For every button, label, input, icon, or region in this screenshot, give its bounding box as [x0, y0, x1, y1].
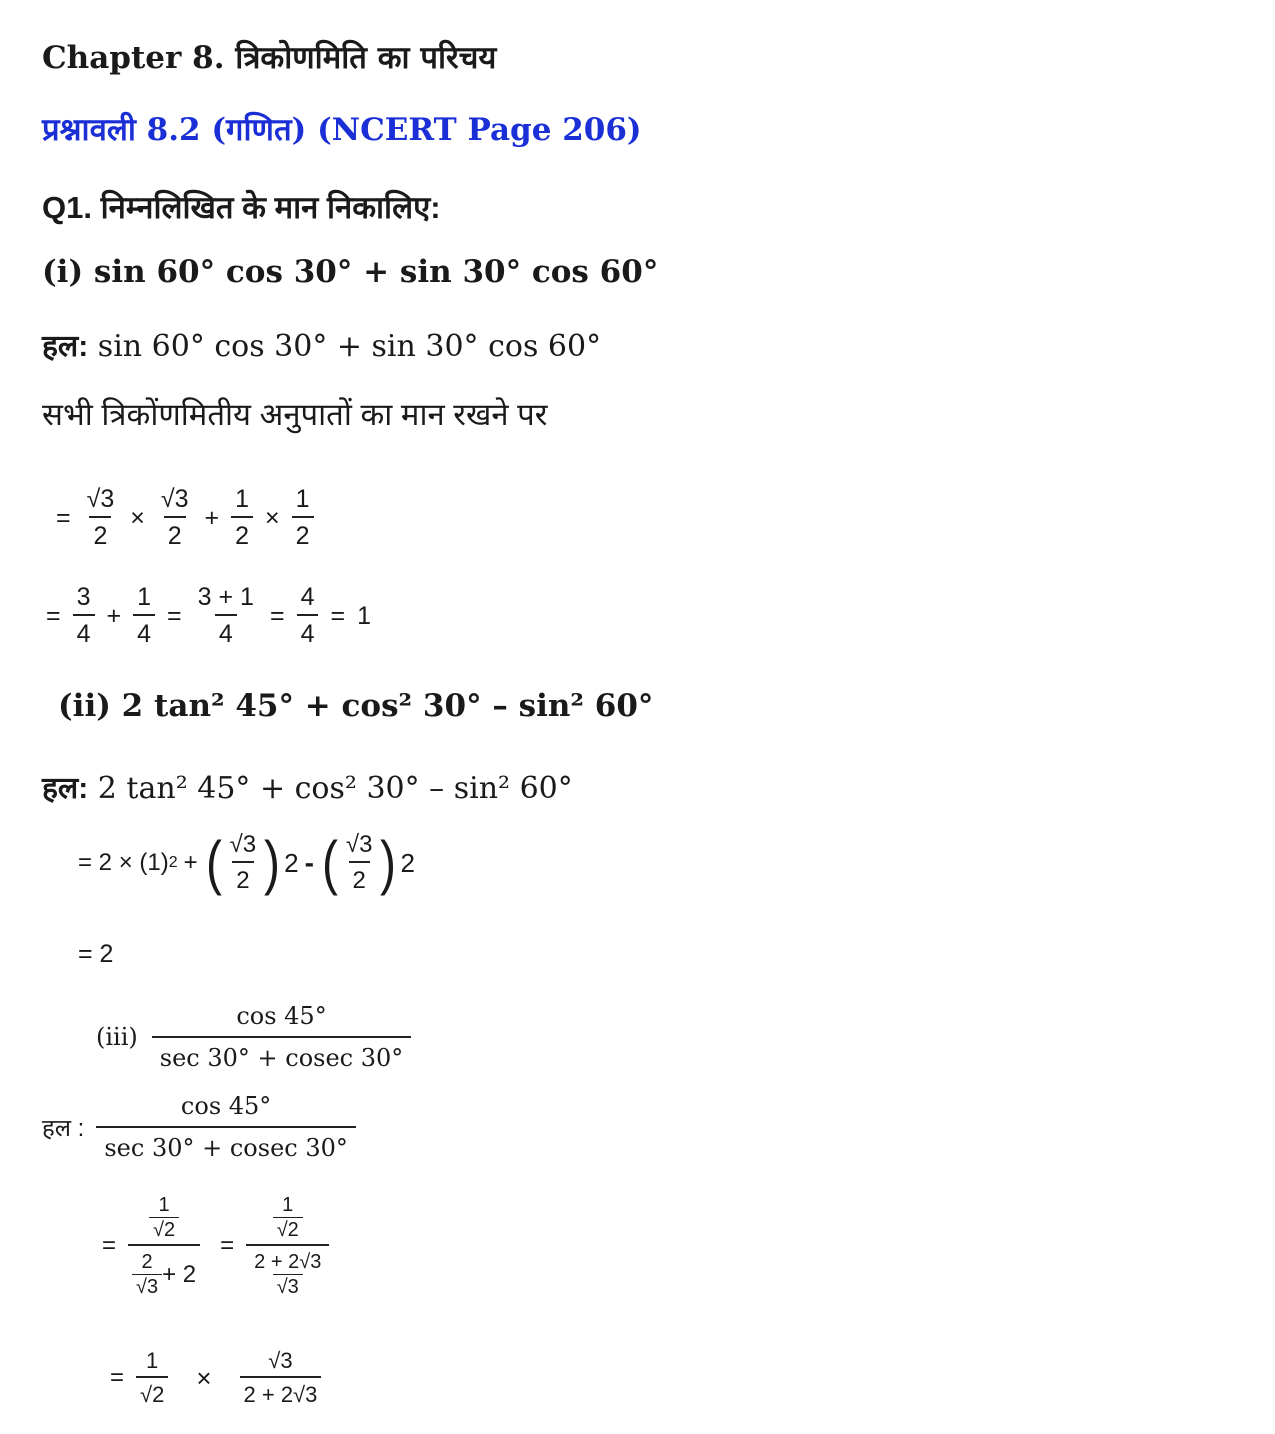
numerator: 1 — [158, 1194, 170, 1216]
equals-sign: = — [269, 601, 285, 630]
numerator: 3 — [76, 583, 91, 611]
part-i-solution-expression: sin 60° cos 30° + sin 30° cos 60° — [88, 329, 602, 364]
times-sign: × — [264, 503, 280, 532]
equals-sign: = — [46, 601, 61, 630]
plus-two: + 2 — [162, 1260, 197, 1288]
fraction — [132, 1252, 162, 1297]
part-ii-solution-line — [42, 766, 573, 807]
hal-label: हल : — [42, 1114, 85, 1142]
exponent: 2 — [284, 847, 299, 878]
numerator: 1 — [137, 583, 152, 611]
numerator: √3 — [86, 485, 115, 513]
fraction — [194, 585, 258, 647]
step-prefix: = 2 × (1) — [78, 849, 169, 876]
fraction — [273, 1195, 303, 1240]
numerator: 3 + 1 — [197, 583, 254, 611]
denominator: 2 — [349, 861, 370, 893]
denominator: sec 30° + cosec 30° — [152, 1036, 412, 1070]
equals-sign: = — [110, 1364, 125, 1391]
part-i-note: सभी त्रिकोंणमितीय अनुपातों का मान रखने पर — [42, 397, 548, 432]
fraction — [157, 487, 193, 549]
denominator: sec 30° + cosec 30° — [96, 1126, 356, 1160]
numerator: 1 — [282, 1194, 294, 1216]
equals-sign: = — [56, 503, 71, 532]
fraction — [96, 1094, 356, 1160]
fraction — [240, 1350, 322, 1406]
plus-sign: + — [183, 849, 198, 876]
part-i-question: (i) sin 60° cos 30° + sin 30° cos 60° — [42, 254, 659, 290]
numerator — [269, 1195, 307, 1244]
numerator: 1 — [235, 485, 249, 513]
part-iii-label: (iii) — [96, 1023, 138, 1051]
fraction — [292, 487, 314, 549]
part-i-solution-line — [42, 324, 601, 365]
fraction — [297, 585, 319, 647]
part-ii-step-1 — [78, 818, 415, 908]
complex-fraction — [246, 1195, 329, 1297]
denominator: 2 — [231, 516, 253, 549]
fraction — [152, 1004, 412, 1070]
denominator: √2 — [149, 1217, 179, 1240]
numerator: cos 45° — [236, 1002, 327, 1030]
part-iii-step-1 — [96, 1186, 335, 1306]
numerator: √3 — [229, 831, 257, 858]
plus-sign: + — [106, 601, 122, 630]
numerator: 1 — [295, 485, 310, 513]
denominator — [246, 1244, 329, 1297]
denominator: 2 — [89, 516, 111, 549]
numerator: 4 — [300, 583, 315, 611]
exponent: 2 — [400, 847, 415, 878]
denominator: √3 — [273, 1274, 303, 1297]
question-heading: Q1. निम्नलिखित के मान निकालिए: — [42, 190, 441, 225]
denominator: √2 — [273, 1217, 303, 1240]
equals-sign: = — [167, 601, 182, 630]
numerator: 2 + 2√3 — [254, 1251, 322, 1273]
denominator: 2 — [292, 516, 314, 549]
minus-sign: - — [304, 847, 314, 878]
exercise-title: प्रश्नावली 8.2 (गणित) (NCERT Page 206) — [42, 112, 642, 148]
times-sign: × — [196, 1362, 212, 1393]
part-i-step-2 — [40, 578, 377, 654]
denominator: 4 — [133, 614, 155, 647]
denominator: 2 + 2√3 — [240, 1376, 322, 1406]
fraction — [136, 1350, 168, 1406]
chapter-title: Chapter 8. त्रिकोणमिति का परिचय — [42, 40, 497, 76]
part-ii-result: = 2 — [78, 940, 114, 968]
fraction — [73, 585, 95, 647]
left-paren: ( — [321, 829, 338, 896]
result-value: 1 — [357, 601, 371, 630]
plus-sign: + — [204, 503, 220, 532]
left-paren: ( — [205, 829, 222, 896]
equals-sign: = — [102, 1232, 117, 1259]
hal-label: हल: — [42, 772, 89, 805]
denominator: 4 — [297, 614, 319, 647]
part-i-step-1 — [50, 478, 320, 558]
equals-sign: = — [220, 1232, 235, 1259]
denominator: √2 — [136, 1376, 168, 1406]
part-ii-solution-expression: 2 tan² 45° + cos² 30° – sin² 60° — [88, 771, 573, 806]
right-paren: ) — [264, 829, 281, 896]
numerator: √3 — [268, 1348, 293, 1373]
denominator: 4 — [215, 614, 237, 647]
fraction — [226, 833, 261, 893]
numerator: 2 — [141, 1251, 153, 1273]
numerator: √3 — [160, 485, 189, 513]
numerator: √3 — [345, 831, 373, 858]
hal-label: हल: — [42, 330, 89, 363]
fraction — [231, 487, 253, 549]
denominator — [128, 1244, 200, 1297]
denominator: 2 — [164, 516, 186, 549]
part-ii-question: (ii) 2 tan² 45° + cos² 30° – sin² 60° — [58, 688, 654, 724]
exponent: 2 — [168, 854, 178, 871]
denominator: 4 — [73, 614, 95, 647]
numerator: cos 45° — [180, 1092, 272, 1120]
fraction — [342, 833, 377, 893]
denominator: √3 — [132, 1274, 162, 1297]
part-iii-solution — [42, 1092, 362, 1162]
complex-fraction — [128, 1195, 200, 1297]
equals-sign: = — [330, 601, 346, 630]
denominator: 2 — [232, 861, 253, 893]
right-paren: ) — [380, 829, 397, 896]
part-iii-question — [96, 1002, 417, 1072]
numerator — [145, 1195, 183, 1244]
numerator: 1 — [146, 1348, 159, 1373]
fraction — [149, 1195, 179, 1240]
times-sign: × — [130, 503, 145, 532]
part-iii-step-2 — [104, 1340, 327, 1416]
fraction — [250, 1252, 325, 1297]
fraction — [133, 585, 155, 647]
fraction — [83, 487, 119, 549]
